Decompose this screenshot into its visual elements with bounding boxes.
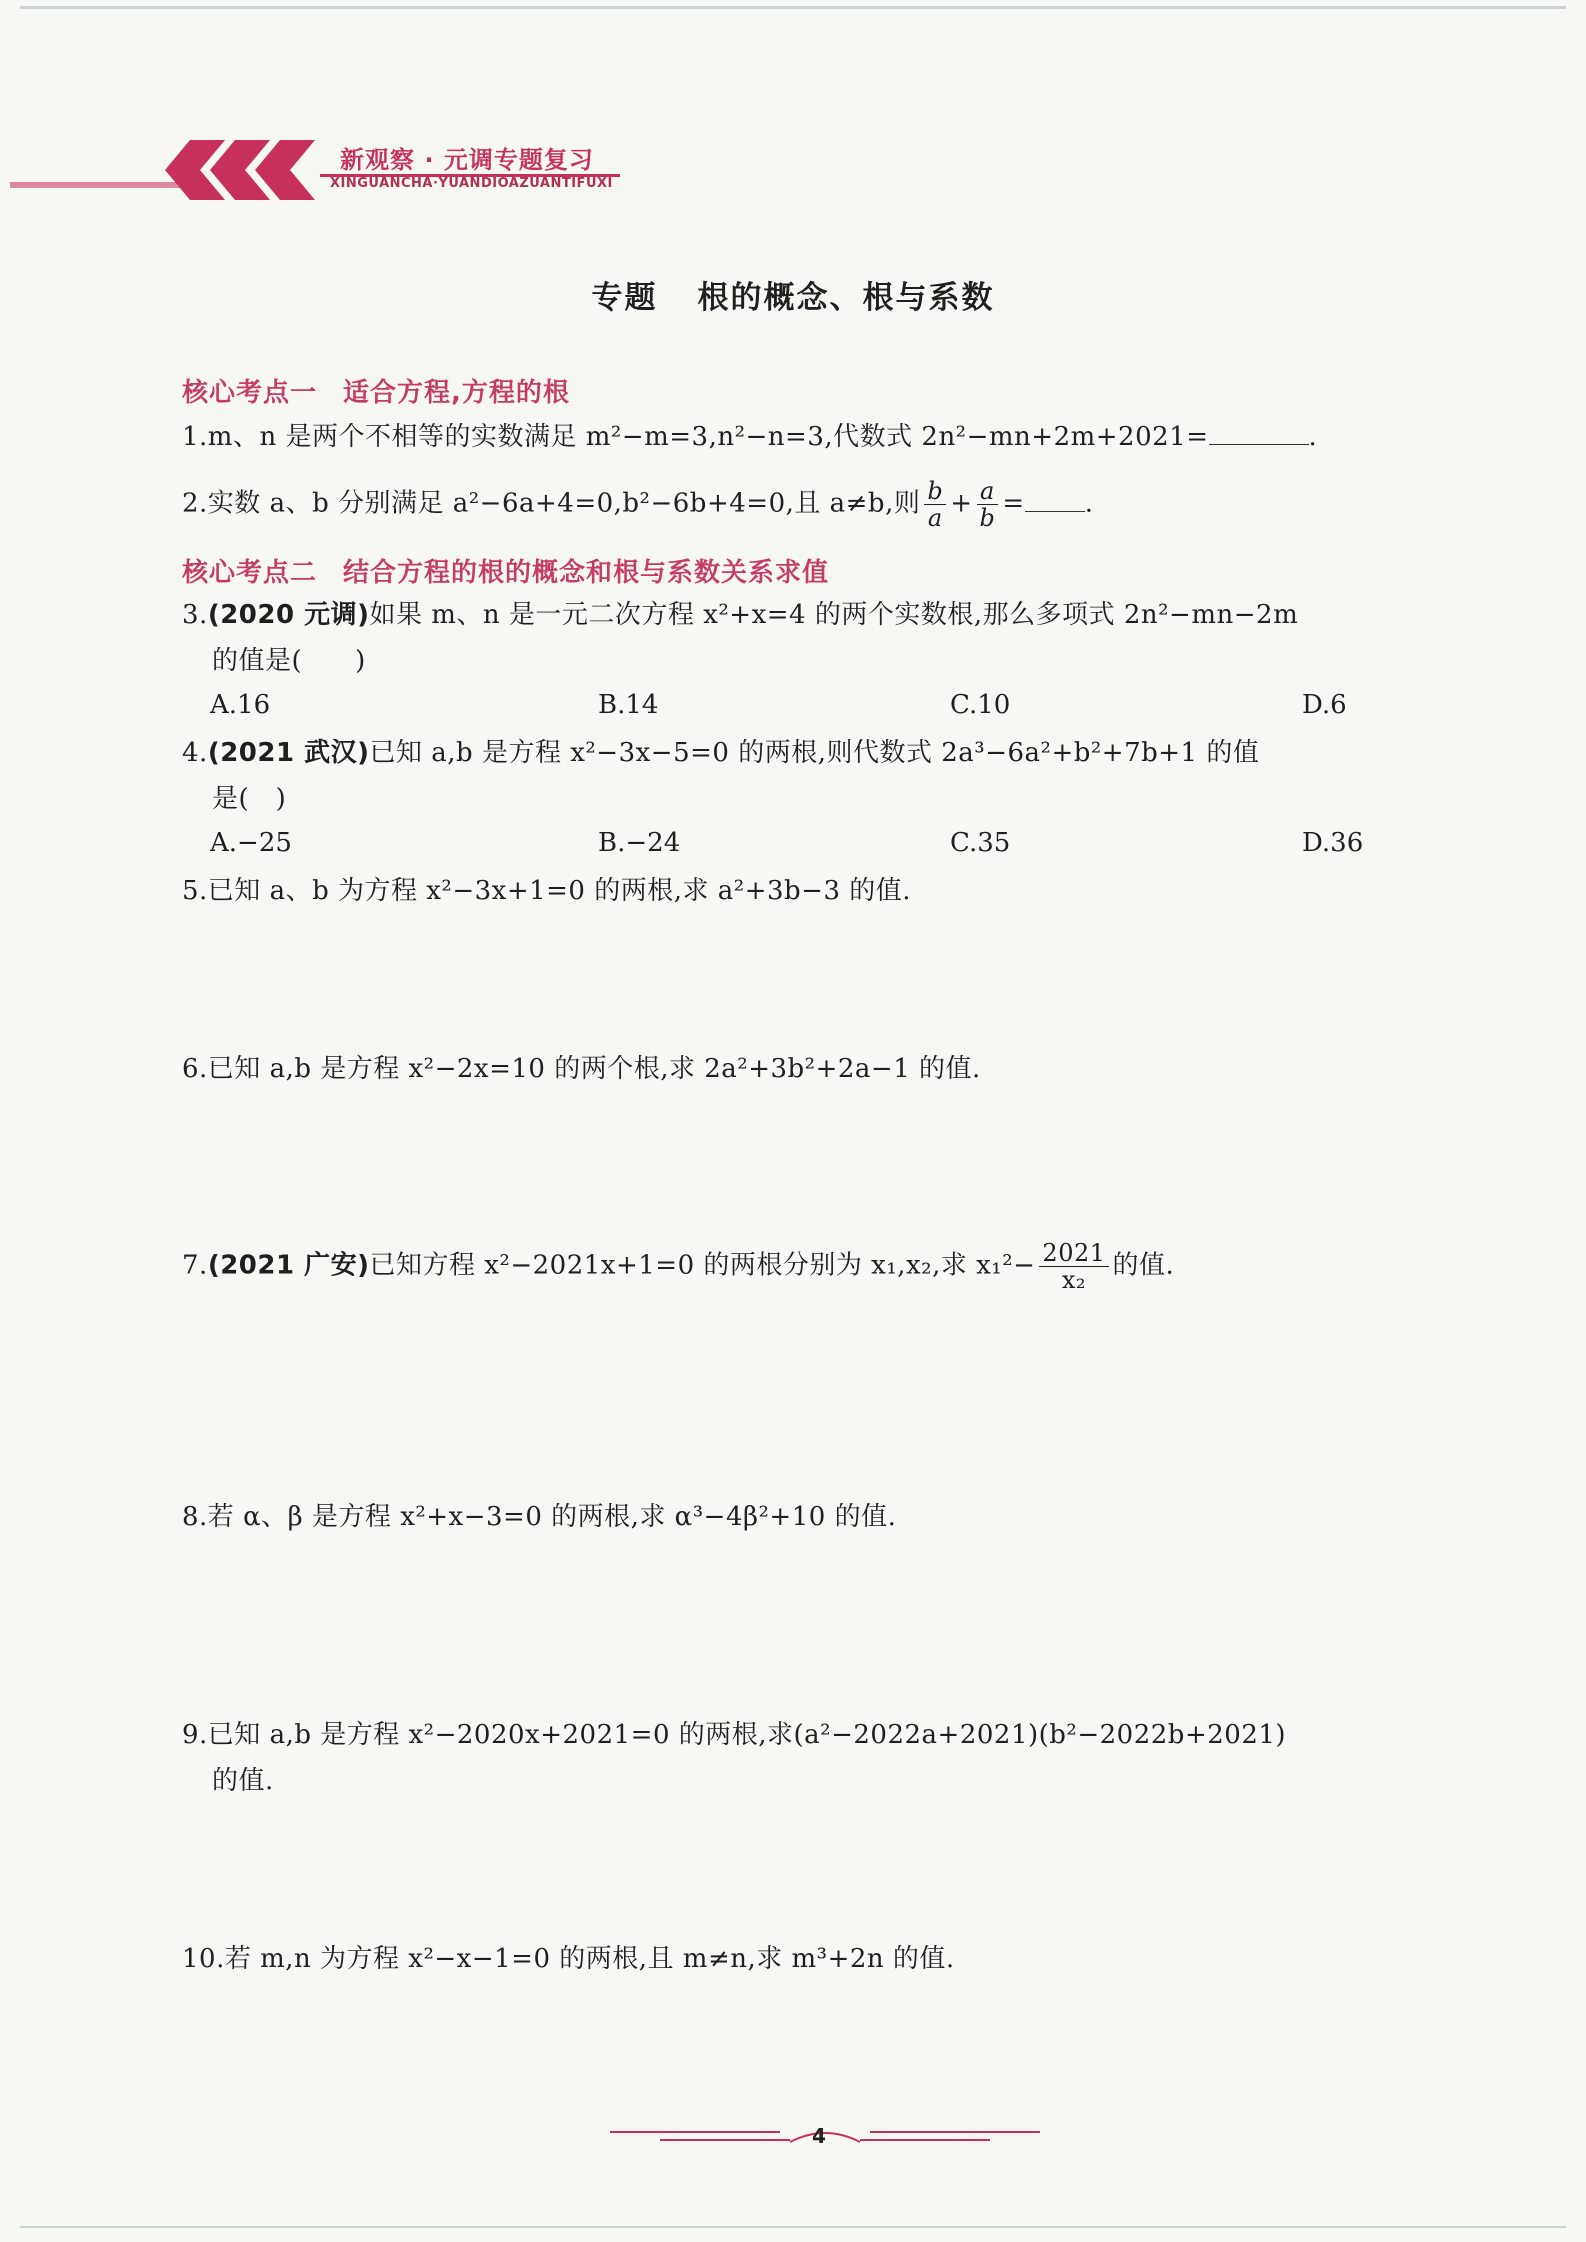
answer-blank[interactable] xyxy=(1025,483,1085,512)
source-tag: (2021 武汉) xyxy=(207,738,370,768)
section-text: 结合方程的根的概念和根与系数关系求值 xyxy=(343,558,830,588)
source-tag: (2021 广安) xyxy=(207,1250,370,1281)
title-main: 根的概念、根与系数 xyxy=(697,280,995,316)
option-d[interactable]: D.6 xyxy=(1302,690,1347,720)
top-border xyxy=(20,6,1566,9)
question-2: 2.实数 a、b 分别满足 a²−6a+4=0,b²−6b+4=0,且 a≠b,则 $\frac{b}{a}$ + $\frac{a}{b}$ = . xyxy=(182,477,1094,532)
section-heading-2 xyxy=(182,552,829,589)
option-c[interactable]: C.10 xyxy=(950,690,1011,720)
answer-blank[interactable] xyxy=(1209,416,1309,445)
option-c[interactable]: C.35 xyxy=(950,828,1011,858)
option-a[interactable]: A.−25 xyxy=(210,828,292,858)
question-1: 1.m、n 是两个不相等的实数满足 m²−m=3,n²−n=3,代数式 2n²−mn+2m+2021= . xyxy=(182,414,1466,460)
fraction-b-over-a: $\frac{b}{a}$ xyxy=(924,478,946,531)
page-number: 4 xyxy=(812,2124,826,2148)
option-b[interactable]: B.14 xyxy=(598,690,659,720)
question-8: 8.若 α、β 是方程 x²+x−3=0 的两根,求 α³−4β²+10 的值. xyxy=(182,1502,897,1532)
banner-title: 新观察 · 元调专题复习 xyxy=(340,146,594,174)
source-tag: (2020 元调) xyxy=(207,600,370,630)
question-4: 4.(2021 武汉)已知 a,b 是方程 x²−3x−5=0 的两根,则代数式 2a³−6a²+b²+7b+1 的值 是( ) xyxy=(182,738,1260,814)
question-10: 10.若 m,n 为方程 x²−x−1=0 的两根,且 m≠n,求 m³+2n 的值. xyxy=(182,1944,955,1974)
fraction-a-over-b: $\frac{a}{b}$ xyxy=(977,478,999,531)
banner-subtitle: XINGUANCHA·YUANDIOAZUANTIFUXI xyxy=(330,176,613,191)
title-prefix: 专题 xyxy=(591,280,658,316)
page-title xyxy=(0,272,1586,317)
question-3: 3.(2020 元调)如果 m、n 是一元二次方程 x²+x=4 的两个实数根,那么多项式 2n²−mn−2m 的值是( ) xyxy=(182,600,1299,676)
option-b[interactable]: B.−24 xyxy=(598,828,681,858)
fraction-2021-over-x2: $\frac{2021}{\text{x₂}}$ xyxy=(1039,1240,1108,1293)
section-label: 核心考点二 xyxy=(182,558,318,588)
section-heading-1 xyxy=(182,372,570,409)
section-label: 核心考点一 xyxy=(182,378,318,408)
bottom-border xyxy=(20,2226,1566,2228)
question-5: 5.已知 a、b 为方程 x²−3x+1=0 的两根,求 a²+3b−3 的值. xyxy=(182,876,912,906)
question-7: 7.(2021 广安)已知方程 x²−2021x+1=0 的两根分别为 x₁,x₂,求 x₁²− $\frac{2021}{\text{x₂}}$ 的值. xyxy=(182,1239,1175,1294)
option-a[interactable]: A.16 xyxy=(210,690,271,720)
option-d[interactable]: D.36 xyxy=(1302,828,1364,858)
section-text: 适合方程,方程的根 xyxy=(343,378,570,408)
question-9: 9.已知 a,b 是方程 x²−2020x+2021=0 的两根,求(a²−2022a+2021)(b²−2022b+2021) 的值. xyxy=(182,1720,1287,1796)
question-6: 6.已知 a,b 是方程 x²−2x=10 的两个根,求 2a²+3b²+2a−1 的值. xyxy=(182,1054,981,1084)
